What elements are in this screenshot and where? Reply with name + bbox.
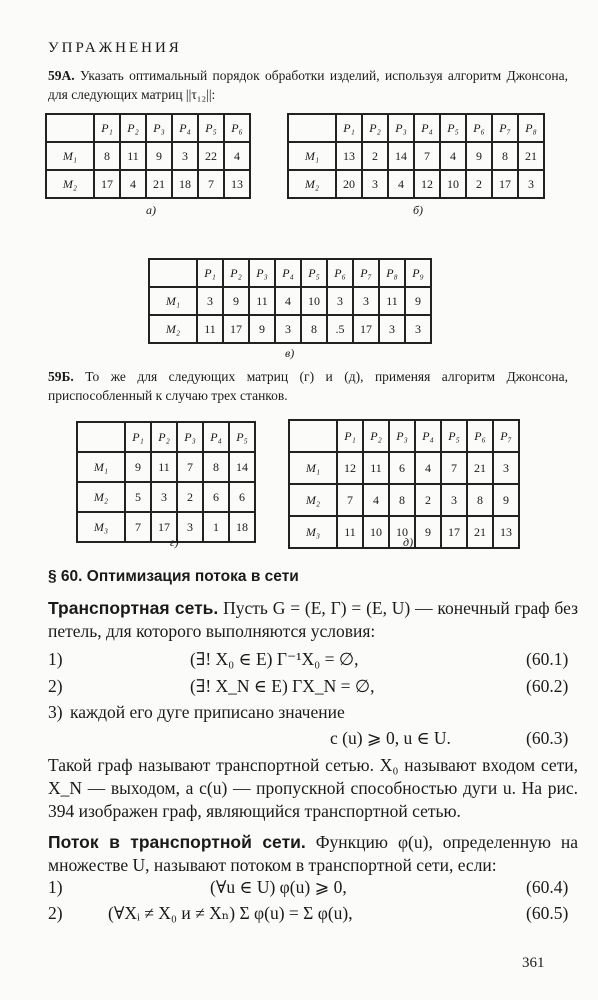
matrix-cell: 1 xyxy=(203,512,229,542)
flow-paragraph xyxy=(48,831,578,877)
matrix-d xyxy=(288,419,520,549)
matrix-cell: 17 xyxy=(441,516,467,548)
matrix-cell: 6 xyxy=(389,452,415,484)
matrix-cell: 9 xyxy=(249,315,275,343)
matrix-header-cell: P₂ xyxy=(120,114,146,142)
cond-3-text: каждой его дуге приписано значение xyxy=(70,702,345,722)
matrix-header-cell: P₄ xyxy=(414,114,440,142)
matrix-cell: 3 xyxy=(518,170,544,198)
eq-603-ref: (60.3) xyxy=(526,728,569,748)
matrix-cell: 18 xyxy=(229,512,255,542)
matrix-header-cell: P₄ xyxy=(203,422,229,452)
matrix-header-cell: P₁ xyxy=(336,114,362,142)
matrix-row-label: M₁ xyxy=(77,452,125,482)
matrix-row xyxy=(77,452,255,482)
matrix-row-label: M₂ xyxy=(289,484,337,516)
matrix-cell: 4 xyxy=(363,484,389,516)
matrix-corner-cell xyxy=(288,114,336,142)
flow-cond-1-ref: (60.4) xyxy=(526,877,569,897)
cond-2-formula: (∃! X_N ∈ E) ΓX_N = ∅, xyxy=(190,676,375,696)
matrix-cell: 21 xyxy=(467,452,493,484)
matrix-cell: 4 xyxy=(388,170,414,198)
matrix-cell: 9 xyxy=(223,287,249,315)
matrix-cell: 4 xyxy=(224,142,250,170)
matrix-header-cell: P₆ xyxy=(327,259,353,287)
matrix-cell: 9 xyxy=(415,516,441,548)
matrix-v-caption: в) xyxy=(285,346,295,360)
matrix-cell: 11 xyxy=(120,142,146,170)
problem-59a xyxy=(48,66,568,104)
matrix-header-cell: P₂ xyxy=(151,422,177,452)
matrix-header-cell: P₅ xyxy=(198,114,224,142)
matrix-row-label: M₁ xyxy=(288,142,336,170)
matrix-header-cell: P₁ xyxy=(197,259,223,287)
matrix-cell: 21 xyxy=(146,170,172,198)
flow-text: Функцию φ(u), определенную на множестве U, называют потоком в транспортной сети, если: xyxy=(48,832,579,875)
matrix-row xyxy=(288,142,544,170)
matrix-cell: 11 xyxy=(151,452,177,482)
matrix-g xyxy=(76,421,256,543)
cond-1-num: 1) xyxy=(48,649,63,669)
matrix-header-cell: P₃ xyxy=(249,259,275,287)
matrix-v xyxy=(148,258,432,344)
cond-3-num: 3) xyxy=(48,702,63,722)
matrix-cell: 4 xyxy=(415,452,441,484)
matrix-header-cell: P₆ xyxy=(224,114,250,142)
transport-paragraph xyxy=(48,597,578,643)
definition-paragraph: Такой граф называют транспортной сетью. X₀ называют входом сети, X_N — выходом, а c(u) — пропускной способностью дуги u. На рис. 394 изображен граф, являющийся транспортной сетью. xyxy=(48,755,578,821)
problem-59b xyxy=(48,367,568,405)
transport-text: Пусть G = (E, Γ) = (E, U) — конечный граф без петель, для которого выполняются условия: xyxy=(48,598,579,641)
matrix-cell: 11 xyxy=(337,516,363,548)
flow-cond-2-ref: (60.5) xyxy=(526,903,569,923)
matrix-header-cell: P₂ xyxy=(362,114,388,142)
matrix-cell: 3 xyxy=(275,315,301,343)
matrix-cell: 12 xyxy=(337,452,363,484)
matrix-a-caption: а) xyxy=(146,203,156,217)
cond-2-ref: (60.2) xyxy=(526,676,569,696)
matrix-b-caption: б) xyxy=(413,203,424,217)
matrix-row-label: M₂ xyxy=(149,315,197,343)
matrix-cell: 2 xyxy=(466,170,492,198)
matrix-row-label: M₂ xyxy=(288,170,336,198)
matrix-row xyxy=(149,315,431,343)
problem-59b-label: 59Б. xyxy=(48,369,74,384)
matrix-cell: 12 xyxy=(414,170,440,198)
matrix-cell: 2 xyxy=(415,484,441,516)
matrix-header-cell: P₄ xyxy=(275,259,301,287)
matrix-cell: 3 xyxy=(441,484,467,516)
section-heading: УПРАЖНЕНИЯ xyxy=(48,40,182,56)
matrix-cell: 11 xyxy=(379,287,405,315)
matrix-b xyxy=(287,113,545,199)
matrix-row xyxy=(289,452,519,484)
matrix-cell: 9 xyxy=(125,452,151,482)
matrix-header-cell: P₂ xyxy=(223,259,249,287)
matrix-cell: 9 xyxy=(405,287,431,315)
matrix-cell: 7 xyxy=(198,170,224,198)
matrix-cell: 7 xyxy=(177,452,203,482)
matrix-cell: 17 xyxy=(492,170,518,198)
matrix-cell: 17 xyxy=(353,315,379,343)
matrix-header-cell: P₂ xyxy=(363,420,389,452)
matrix-header-cell: P₈ xyxy=(379,259,405,287)
section-60-title: § 60. Оптимизация потока в сети xyxy=(48,568,299,585)
matrix-cell: 8 xyxy=(492,142,518,170)
matrix-row xyxy=(77,482,255,512)
matrix-cell: 7 xyxy=(414,142,440,170)
matrix-cell: 10 xyxy=(301,287,327,315)
matrix-a xyxy=(45,113,251,199)
matrix-cell: 22 xyxy=(198,142,224,170)
matrix-header-cell: P₇ xyxy=(493,420,519,452)
matrix-header-cell: P₄ xyxy=(172,114,198,142)
matrix-header-cell: P₇ xyxy=(353,259,379,287)
matrix-cell: 21 xyxy=(467,516,493,548)
matrix-cell: 14 xyxy=(229,452,255,482)
matrix-cell: 11 xyxy=(197,315,223,343)
matrix-cell: 9 xyxy=(493,484,519,516)
matrix-header-cell: P₉ xyxy=(405,259,431,287)
matrix-cell: 4 xyxy=(120,170,146,198)
flow-cond-2-num: 2) xyxy=(48,903,63,923)
matrix-cell: 21 xyxy=(518,142,544,170)
matrix-cell: 4 xyxy=(275,287,301,315)
matrix-cell: 8 xyxy=(389,484,415,516)
matrix-header-cell: P₅ xyxy=(440,114,466,142)
matrix-corner-cell xyxy=(149,259,197,287)
matrix-cell: 20 xyxy=(336,170,362,198)
matrix-cell: 11 xyxy=(249,287,275,315)
matrix-row-label: M₁ xyxy=(149,287,197,315)
flow-cond-2-formula: (∀Xᵢ ≠ X₀ и ≠ Xₙ) Σ φ(u) = Σ φ(u), xyxy=(108,903,353,923)
matrix-corner-cell xyxy=(289,420,337,452)
matrix-cell: 3 xyxy=(493,452,519,484)
matrix-cell: 13 xyxy=(493,516,519,548)
matrix-cell: 4 xyxy=(440,142,466,170)
matrix-header-cell: P₆ xyxy=(466,114,492,142)
matrix-g-caption: г) xyxy=(170,535,179,549)
matrix-cell: 14 xyxy=(388,142,414,170)
page-number: 361 xyxy=(522,955,545,971)
matrix-row xyxy=(149,287,431,315)
matrix-header-cell: P₁ xyxy=(94,114,120,142)
matrix-header-cell: P₅ xyxy=(441,420,467,452)
matrix-cell: 3 xyxy=(405,315,431,343)
matrix-header-cell: P₃ xyxy=(146,114,172,142)
matrix-cell: 3 xyxy=(197,287,223,315)
transport-runin: Транспортная сеть. xyxy=(48,598,219,618)
matrix-row-label: M₂ xyxy=(46,170,94,198)
matrix-cell: 8 xyxy=(203,452,229,482)
matrix-d-caption: д) xyxy=(403,535,414,549)
matrix-cell: 6 xyxy=(203,482,229,512)
matrix-row-label: M₂ xyxy=(77,482,125,512)
matrix-row-label: M₁ xyxy=(46,142,94,170)
matrix-cell: 3 xyxy=(353,287,379,315)
matrix-cell: 7 xyxy=(125,512,151,542)
matrix-header-cell: P₁ xyxy=(337,420,363,452)
matrix-cell: 6 xyxy=(229,482,255,512)
matrix-cell: 17 xyxy=(223,315,249,343)
matrix-cell: 7 xyxy=(337,484,363,516)
matrix-corner-cell xyxy=(77,422,125,452)
matrix-cell: 11 xyxy=(363,452,389,484)
matrix-cell: 3 xyxy=(172,142,198,170)
matrix-cell: 10 xyxy=(363,516,389,548)
matrix-cell: 8 xyxy=(94,142,120,170)
matrix-cell: 8 xyxy=(301,315,327,343)
matrix-cell: 18 xyxy=(172,170,198,198)
matrix-row-label: M₁ xyxy=(289,452,337,484)
matrix-header-cell: P₅ xyxy=(301,259,327,287)
matrix-row xyxy=(77,512,255,542)
flow-runin: Поток в транспортной сети. xyxy=(48,832,306,852)
matrix-cell: 13 xyxy=(336,142,362,170)
matrix-header-cell: P₆ xyxy=(467,420,493,452)
matrix-cell: 3 xyxy=(379,315,405,343)
matrix-cell: 10 xyxy=(389,516,415,548)
matrix-row-label: M₃ xyxy=(77,512,125,542)
matrix-corner-cell xyxy=(46,114,94,142)
matrix-header-cell: P₈ xyxy=(518,114,544,142)
matrix-header-cell: P₅ xyxy=(229,422,255,452)
matrix-header-cell: P₁ xyxy=(125,422,151,452)
matrix-cell: 3 xyxy=(177,512,203,542)
matrix-row xyxy=(288,170,544,198)
matrix-row-label: M₃ xyxy=(289,516,337,548)
matrix-cell: 2 xyxy=(177,482,203,512)
matrix-cell: 17 xyxy=(94,170,120,198)
matrix-cell: 3 xyxy=(362,170,388,198)
matrix-cell: 17 xyxy=(151,512,177,542)
matrix-row xyxy=(289,484,519,516)
problem-59a-text: Указать оптимальный порядок обработки изделий, используя алгоритм Джонсона, для следующих матриц ||τ₁₂||: xyxy=(48,68,568,102)
matrix-header-cell: P₃ xyxy=(389,420,415,452)
matrix-cell: 9 xyxy=(466,142,492,170)
matrix-cell: 8 xyxy=(467,484,493,516)
matrix-header-cell: P₃ xyxy=(177,422,203,452)
matrix-header-cell: P₇ xyxy=(492,114,518,142)
matrix-cell: .5 xyxy=(327,315,353,343)
matrix-cell: 9 xyxy=(146,142,172,170)
cond-2-num: 2) xyxy=(48,676,63,696)
eq-603-formula: c (u) ⩾ 0, u ∈ U. xyxy=(330,728,451,748)
matrix-cell: 3 xyxy=(327,287,353,315)
matrix-header-cell: P₃ xyxy=(388,114,414,142)
matrix-cell: 3 xyxy=(151,482,177,512)
cond-1-formula: (∃! X₀ ∈ E) Γ⁻¹X₀ = ∅, xyxy=(190,649,359,669)
matrix-row xyxy=(46,170,250,198)
matrix-cell: 7 xyxy=(441,452,467,484)
matrix-cell: 5 xyxy=(125,482,151,512)
matrix-header-cell: P₄ xyxy=(415,420,441,452)
matrix-cell: 2 xyxy=(362,142,388,170)
matrix-cell: 10 xyxy=(440,170,466,198)
matrix-row xyxy=(46,142,250,170)
matrix-cell: 13 xyxy=(224,170,250,198)
problem-59a-label: 59А. xyxy=(48,68,75,83)
flow-cond-1-formula: (∀u ∈ U) φ(u) ⩾ 0, xyxy=(210,877,347,897)
flow-cond-1-num: 1) xyxy=(48,877,63,897)
problem-59b-text: То же для следующих матриц (г) и (д), применяя алгоритм Джонсона, приспособленный к случаю трех станков. xyxy=(48,369,568,403)
cond-1-ref: (60.1) xyxy=(526,649,569,669)
